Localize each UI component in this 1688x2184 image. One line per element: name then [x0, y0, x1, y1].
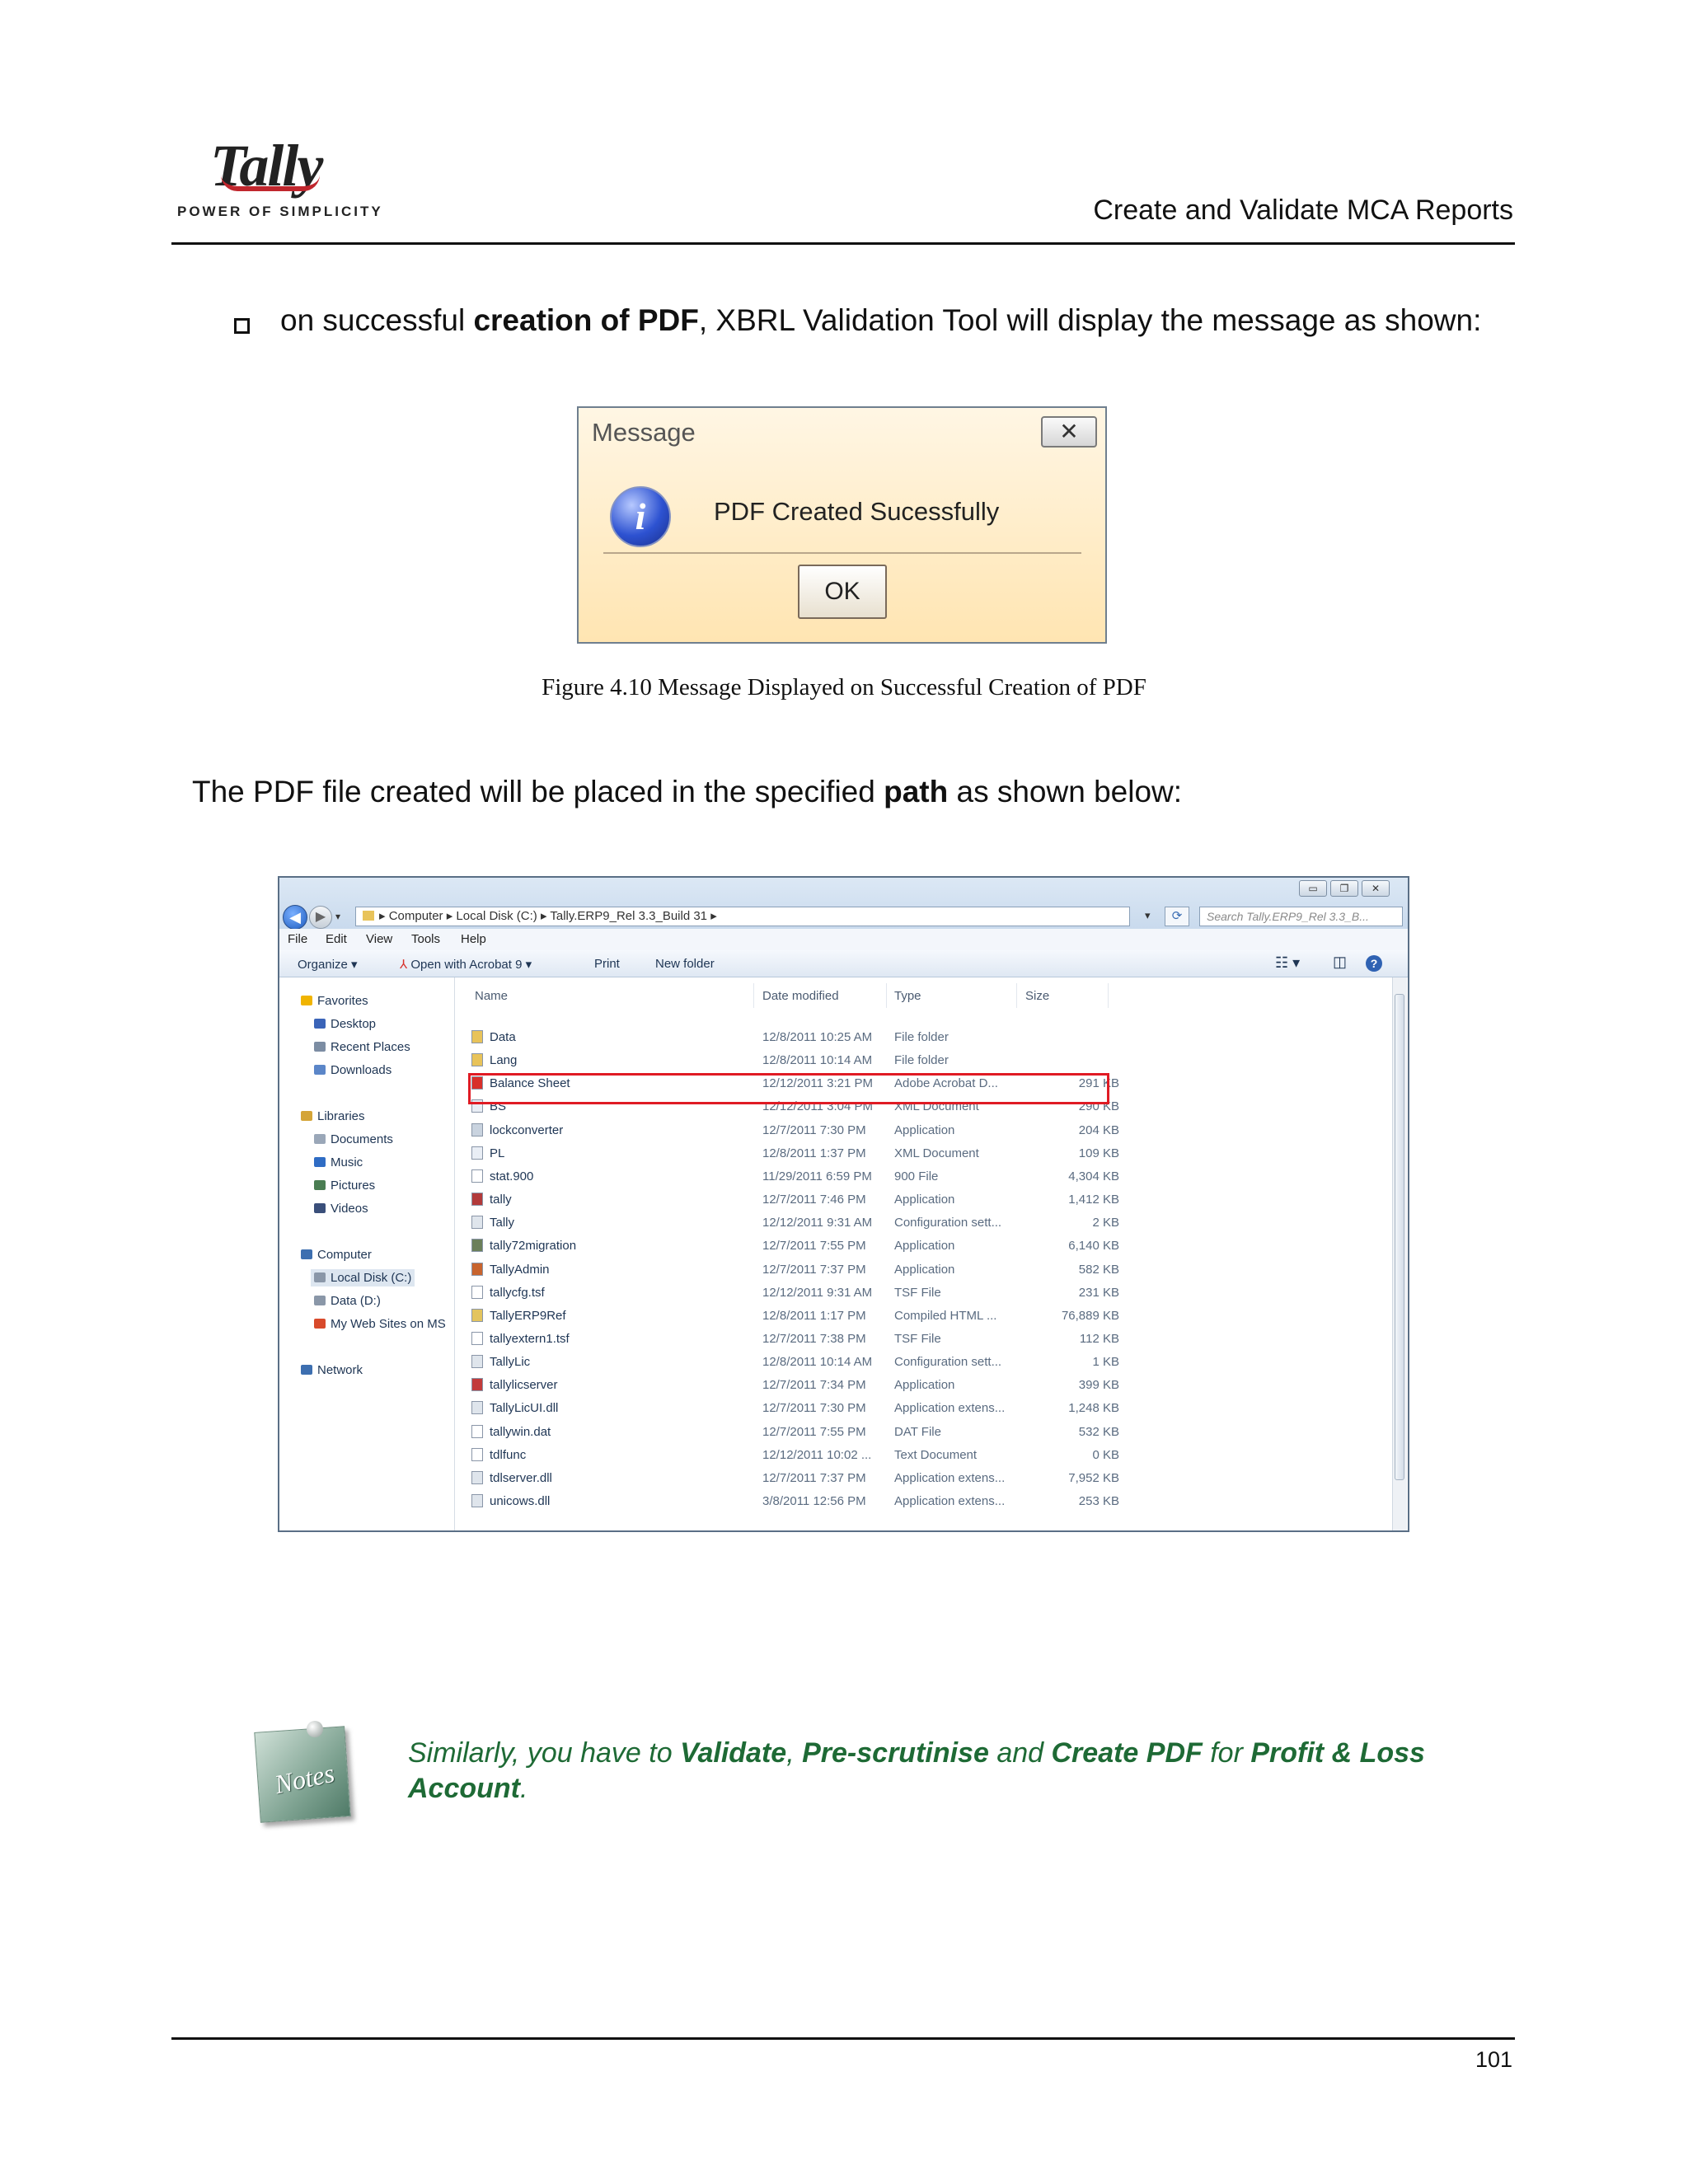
sidebar-item-label: Music [331, 1155, 363, 1169]
sidebar-item-icon [314, 1296, 326, 1305]
file-row[interactable] [468, 1026, 1342, 1049]
sidebar-item-icon [301, 1249, 312, 1259]
notes-icon-label: Notes [271, 1757, 337, 1800]
file-name: TallyLicUI.dll [490, 1401, 559, 1416]
logo-swoosh [221, 175, 320, 191]
sidebar-item-icon [314, 1134, 326, 1144]
file-type: XML Document [894, 1146, 979, 1160]
file-type: DAT File [894, 1424, 941, 1439]
help-icon[interactable]: ? [1366, 955, 1382, 972]
scrollbar-thumb[interactable] [1395, 994, 1404, 1480]
file-type: Application extens... [894, 1401, 1006, 1416]
file-size: 4,304 KB [1068, 1169, 1119, 1183]
file-name: TallyAdmin [490, 1262, 550, 1277]
file-type: Application [894, 1378, 955, 1393]
file-name: tallycfg.tsf [490, 1285, 545, 1300]
file-icon [471, 1239, 483, 1252]
sidebar-item-icon [314, 1272, 326, 1282]
file-name: BS [490, 1099, 507, 1114]
new-folder-button[interactable]: New folder [655, 957, 715, 971]
file-name: tally72migration [490, 1239, 577, 1254]
menu-edit[interactable]: Edit [326, 932, 347, 946]
file-row[interactable] [468, 1282, 1342, 1305]
file-size: 7,952 KB [1068, 1470, 1119, 1485]
file-row[interactable] [468, 1397, 1342, 1420]
file-type: Text Document [894, 1447, 978, 1462]
file-type: Configuration sett... [894, 1216, 1002, 1230]
file-row[interactable] [468, 1328, 1342, 1351]
file-size: 231 KB [1078, 1285, 1119, 1300]
vertical-scrollbar[interactable] [1392, 977, 1407, 1530]
column-header-date[interactable]: Date modified [762, 989, 839, 1003]
file-row[interactable] [468, 1444, 1342, 1467]
file-type: TSF File [894, 1331, 941, 1346]
sidebar-item-label: Videos [331, 1202, 368, 1216]
file-size: 253 KB [1078, 1494, 1119, 1508]
file-name: unicows.dll [490, 1494, 551, 1508]
sidebar-item[interactable] [311, 1315, 449, 1333]
search-input[interactable]: Search Tally.ERP9_Rel 3.3_B... [1199, 907, 1403, 926]
footer-rule [171, 2037, 1515, 2040]
sidebar-item[interactable] [298, 1246, 375, 1263]
menu-tools[interactable]: Tools [411, 932, 441, 946]
file-size: 2 KB [1092, 1216, 1119, 1230]
tally-logo: Tally [210, 133, 322, 199]
file-icon [471, 1332, 483, 1345]
file-row[interactable] [468, 1421, 1342, 1444]
view-options-icon[interactable]: ☷ ▾ [1275, 954, 1301, 971]
file-size: 109 KB [1078, 1146, 1119, 1160]
file-date: 12/7/2011 7:46 PM [762, 1193, 866, 1207]
file-icon [471, 1053, 483, 1066]
menu-bar [279, 929, 1408, 951]
address-bar[interactable] [355, 907, 1130, 926]
file-icon [471, 1355, 483, 1368]
page-number: 101 [1475, 2047, 1512, 2072]
bullet-text: on successful creation of PDF, XBRL Validation Tool will display the message as shown: [280, 303, 1482, 337]
file-name: tdlfunc [490, 1447, 527, 1462]
file-icon [471, 1286, 483, 1299]
sidebar-item-label: Documents [331, 1132, 393, 1146]
file-row[interactable] [468, 1049, 1342, 1072]
file-name: Lang [490, 1053, 518, 1068]
file-size: 1,248 KB [1068, 1401, 1119, 1416]
file-type: File folder [894, 1053, 949, 1068]
file-type: Compiled HTML ... [894, 1308, 997, 1323]
sidebar-item-label: My Web Sites on MS [331, 1317, 446, 1331]
close-window-button[interactable]: ✕ [1362, 880, 1390, 897]
file-size: 582 KB [1078, 1262, 1119, 1277]
back-arrow-icon[interactable]: ◀ [283, 905, 307, 930]
file-date: 12/12/2011 3:21 PM [762, 1076, 873, 1091]
explorer-titlebar [279, 878, 1408, 929]
file-date: 12/7/2011 7:37 PM [762, 1262, 866, 1277]
sidebar-item-icon [314, 1180, 326, 1190]
sidebar-item[interactable] [311, 1015, 379, 1033]
file-type: File folder [894, 1030, 949, 1044]
file-date: 12/7/2011 7:37 PM [762, 1470, 866, 1485]
column-header-type[interactable]: Type [894, 989, 921, 1003]
file-type: TSF File [894, 1285, 941, 1300]
sidebar-item-icon [301, 1365, 312, 1375]
acrobat-icon: ⅄ [400, 958, 411, 972]
file-date: 11/29/2011 6:59 PM [762, 1169, 872, 1183]
column-header-name[interactable]: Name [475, 989, 509, 1003]
file-icon [471, 1169, 483, 1183]
file-icon [471, 1146, 483, 1160]
file-type: Application [894, 1239, 955, 1254]
file-name: lockconverter [490, 1122, 564, 1137]
file-row[interactable] [468, 1258, 1342, 1282]
open-with-acrobat-button[interactable]: ⅄ Open with Acrobat 9 ▾ [400, 958, 532, 972]
sidebar-item-label: Desktop [331, 1017, 377, 1031]
file-name: stat.900 [490, 1169, 534, 1183]
maximize-button[interactable]: ❐ [1330, 880, 1358, 897]
file-icon [471, 1378, 483, 1391]
file-date: 12/8/2011 10:25 AM [762, 1030, 873, 1044]
bullet-marker [234, 318, 250, 334]
file-icon [471, 1263, 483, 1276]
file-name: Data [490, 1030, 516, 1044]
file-type: XML Document [894, 1099, 979, 1114]
file-size: 112 KB [1079, 1331, 1119, 1346]
file-date: 12/7/2011 7:55 PM [762, 1424, 866, 1439]
file-date: 12/7/2011 7:30 PM [762, 1122, 866, 1137]
file-size: 1,412 KB [1068, 1193, 1119, 1207]
sidebar-item[interactable] [298, 1361, 366, 1379]
sidebar-item-icon [314, 1319, 326, 1329]
sidebar-item-label: Network [317, 1363, 363, 1377]
file-date: 12/8/2011 1:37 PM [762, 1146, 866, 1160]
info-icon: i [610, 486, 671, 547]
figure-caption: Figure 4.10 Message Displayed on Successful Creation of PDF [542, 674, 1146, 701]
sidebar-item[interactable] [311, 1062, 395, 1079]
sidebar-item-label: Pictures [331, 1179, 376, 1193]
sidebar-item-label: Local Disk (C:) [331, 1271, 412, 1285]
file-date: 12/12/2011 10:02 ... [762, 1447, 872, 1462]
file-size: 291 KB [1078, 1076, 1119, 1091]
command-toolbar [279, 950, 1408, 977]
sidebar-item[interactable] [311, 1038, 414, 1056]
preview-pane-icon[interactable]: ◫ [1333, 954, 1348, 970]
sidebar-item-label: Computer [317, 1248, 372, 1262]
file-row[interactable] [468, 1142, 1342, 1165]
sidebar-item[interactable] [311, 1292, 384, 1310]
file-icon [471, 1425, 483, 1438]
column-divider[interactable] [1016, 983, 1017, 1008]
file-type: Application [894, 1193, 955, 1207]
file-size: 204 KB [1078, 1122, 1119, 1137]
file-name: tallywin.dat [490, 1424, 551, 1439]
file-row[interactable] [468, 1119, 1342, 1142]
sidebar-item-icon [314, 1065, 326, 1075]
sidebar-item[interactable] [311, 1269, 415, 1286]
sidebar-item-icon [314, 1042, 326, 1052]
folder-icon [363, 911, 374, 921]
file-type: Configuration sett... [894, 1355, 1002, 1370]
navigation-pane [279, 977, 455, 1530]
file-date: 12/7/2011 7:38 PM [762, 1331, 866, 1346]
file-date: 12/8/2011 1:17 PM [762, 1308, 866, 1323]
sidebar-item-label: Data (D:) [331, 1294, 381, 1308]
column-divider[interactable] [886, 983, 887, 1008]
file-row[interactable] [468, 1188, 1342, 1212]
sidebar-item-label: Downloads [331, 1063, 392, 1077]
file-size: 1 KB [1092, 1355, 1119, 1370]
file-icon [471, 1401, 483, 1414]
file-row[interactable] [468, 1490, 1342, 1513]
ok-button[interactable]: OK [798, 565, 887, 619]
organize-button[interactable]: Organize ▾ [298, 958, 358, 972]
breadcrumb: ▸ Computer ▸ Local Disk (C:) ▸ Tally.ERP9_Rel 3.3_Build 31 ▸ [379, 909, 717, 923]
file-type: Application [894, 1262, 955, 1277]
file-name: tallylicserver [490, 1378, 558, 1393]
highlight-box [468, 1073, 1109, 1104]
refresh-icon[interactable]: ⟳ [1165, 907, 1189, 926]
file-name: tally [490, 1193, 512, 1207]
file-type: Adobe Acrobat D... [894, 1076, 998, 1091]
dialog-separator [603, 552, 1081, 554]
file-name: tallyextern1.tsf [490, 1331, 570, 1346]
sidebar-item[interactable] [298, 1108, 368, 1125]
file-size: 76,889 KB [1061, 1308, 1119, 1323]
header-rule [171, 242, 1515, 245]
close-button[interactable]: ✕ [1041, 416, 1097, 448]
sidebar-item[interactable] [311, 1154, 366, 1171]
file-row[interactable] [468, 1305, 1342, 1328]
pushpin-icon [307, 1721, 323, 1737]
file-size: 290 KB [1078, 1099, 1119, 1114]
file-row[interactable] [468, 1374, 1342, 1397]
file-date: 12/12/2011 9:31 AM [762, 1216, 873, 1230]
sidebar-item-label: Recent Places [331, 1040, 410, 1054]
menu-help[interactable]: Help [461, 932, 486, 946]
file-icon [471, 1448, 483, 1461]
sidebar-item-icon [301, 996, 312, 1005]
sidebar-item-icon [301, 1111, 312, 1121]
file-date: 3/8/2011 12:56 PM [762, 1494, 866, 1508]
file-name: PL [490, 1146, 505, 1160]
recent-pages-icon[interactable]: ▾ [335, 911, 341, 922]
sidebar-item-icon [314, 1203, 326, 1213]
file-icon [471, 1309, 483, 1322]
dialog-title: Message [592, 418, 696, 447]
file-date: 12/7/2011 7:30 PM [762, 1401, 866, 1416]
file-date: 12/8/2011 10:14 AM [762, 1355, 873, 1370]
sidebar-item-icon [314, 1019, 326, 1029]
menu-file[interactable]: File [288, 932, 308, 946]
sidebar-item-icon [314, 1157, 326, 1167]
print-button[interactable]: Print [594, 957, 620, 971]
sidebar-item[interactable] [311, 1200, 372, 1217]
file-type: Application extens... [894, 1494, 1006, 1508]
column-divider[interactable] [753, 983, 754, 1008]
forward-arrow-icon[interactable]: ▶ [309, 906, 332, 929]
file-icon [471, 1494, 483, 1507]
file-date: 12/12/2011 3:04 PM [762, 1099, 873, 1114]
column-divider[interactable] [1108, 983, 1109, 1008]
file-date: 12/8/2011 10:14 AM [762, 1053, 873, 1068]
sidebar-item-label: Favorites [317, 994, 368, 1008]
file-icon [471, 1030, 483, 1043]
file-row[interactable] [468, 1212, 1342, 1235]
file-row[interactable] [468, 1351, 1342, 1374]
address-dropdown-icon[interactable]: ▾ [1145, 909, 1151, 921]
minimize-button[interactable]: ▭ [1299, 880, 1327, 897]
file-icon [471, 1193, 483, 1206]
sidebar-item-label: Libraries [317, 1109, 365, 1123]
explorer-window [278, 876, 1409, 1532]
file-icon [471, 1123, 483, 1137]
file-date: 12/12/2011 9:31 AM [762, 1285, 873, 1300]
file-type: Application [894, 1122, 955, 1137]
file-date: 12/7/2011 7:55 PM [762, 1239, 866, 1254]
file-name: Tally [490, 1216, 515, 1230]
note-text: Similarly, you have to Validate, Pre-scrutinise and Create PDF for Profit & Loss Account. [408, 1737, 1425, 1804]
message-dialog [577, 406, 1107, 644]
file-size: 0 KB [1092, 1447, 1119, 1462]
section-title: Create and Validate MCA Reports [1093, 194, 1513, 226]
column-header-size[interactable]: Size [1025, 989, 1050, 1003]
sidebar-item[interactable] [298, 992, 372, 1010]
file-icon [471, 1216, 483, 1229]
file-name: Balance Sheet [490, 1076, 570, 1091]
file-size: 532 KB [1078, 1424, 1119, 1439]
sidebar-item[interactable] [311, 1131, 396, 1148]
file-size: 6,140 KB [1068, 1239, 1119, 1254]
file-size: 399 KB [1078, 1378, 1119, 1393]
file-name: TallyLic [490, 1355, 531, 1370]
file-name: tdlserver.dll [490, 1470, 552, 1485]
file-date: 12/7/2011 7:34 PM [762, 1378, 866, 1393]
path-paragraph: The PDF file created will be placed in the specified path as shown below: [192, 775, 1183, 808]
file-row[interactable] [468, 1235, 1342, 1258]
file-type: Application extens... [894, 1470, 1006, 1485]
file-name: TallyERP9Ref [490, 1308, 566, 1323]
file-row[interactable] [468, 1467, 1342, 1490]
sidebar-item[interactable] [311, 1177, 378, 1194]
file-row[interactable] [468, 1165, 1342, 1188]
dialog-message: PDF Created Sucessfully [714, 497, 1000, 526]
file-type: 900 File [894, 1169, 939, 1183]
file-icon [471, 1471, 483, 1484]
menu-view[interactable]: View [366, 932, 393, 946]
logo-tagline: POWER OF SIMPLICITY [177, 204, 383, 219]
